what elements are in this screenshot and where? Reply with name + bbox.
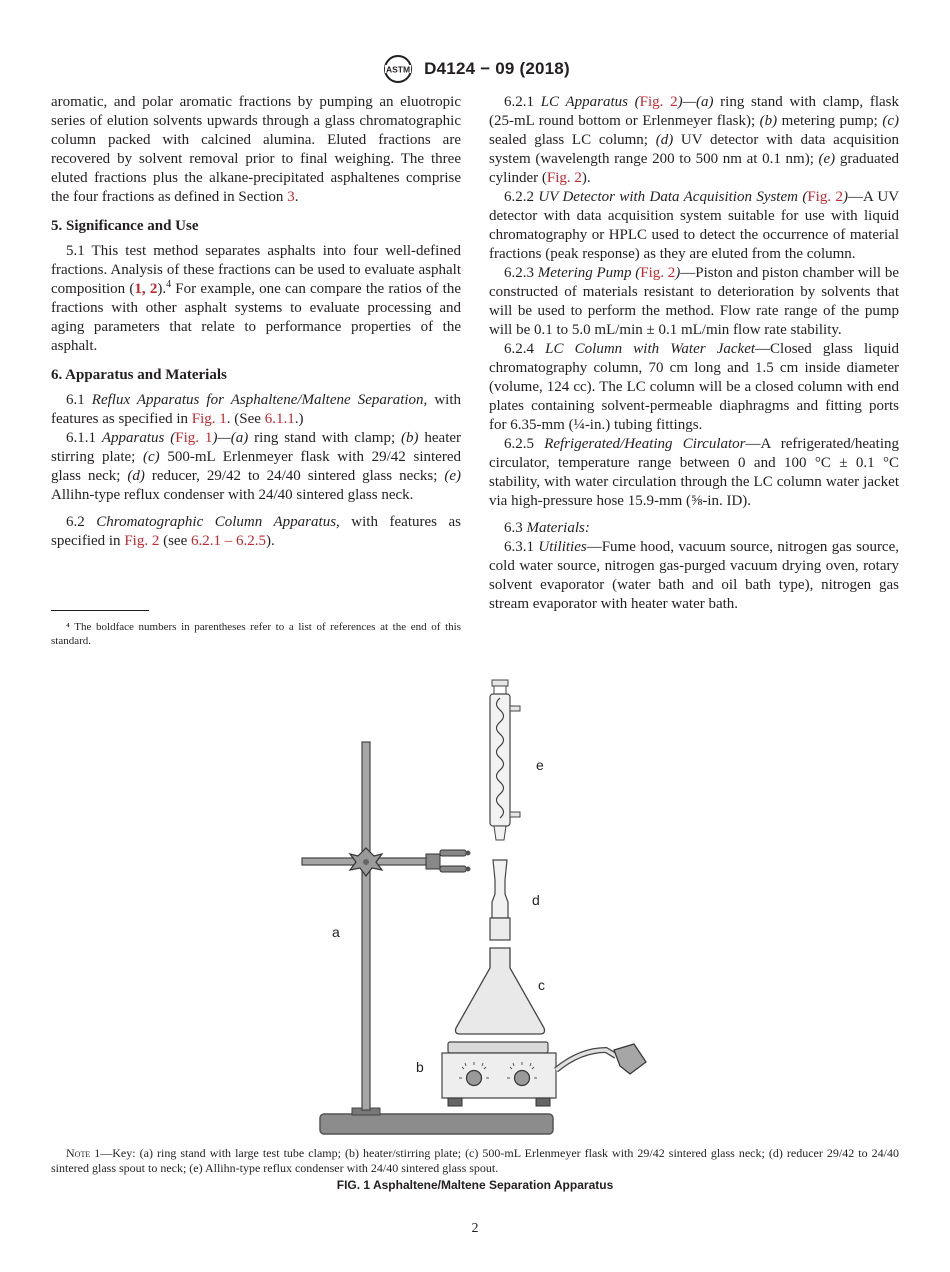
section-5-heading: 5. Significance and Use [51,218,199,234]
reducer-adapter [490,860,510,940]
fig-2-link[interactable]: Fig. 2 [640,265,676,281]
footnote-4: ⁴ The boldface numbers in parentheses refer to a list of references at the end of this standard. [51,621,461,647]
fig-2-link[interactable]: Fig. 2 [639,94,678,110]
left-column [51,93,461,551]
fig-1-link[interactable]: Fig. 1 [175,430,213,446]
section-range-link[interactable]: 6.2.1 – 6.2.5 [190,533,266,549]
paragraph-6-1: 6.1 Reflux Apparatus for Asphaltene/Maltene Separation, with features as specified in Fig. 1. (See 6.1.1.) [51,392,462,427]
reference-link[interactable]: 1, 2 [134,281,158,297]
label-c: c [538,977,545,993]
allihn-condenser [490,680,520,840]
fig-2-link[interactable]: Fig. 2 [546,170,582,186]
paragraph-6-2-5: 6.2.5 Refrigerated/Heating Circulator—A refrigerated/heating circulator, temperature range between 0 and 100 °C ± 0.1 °C stability, with water circulation through the LC column water jacket via high-pressure hose 15.9-mm (⅝-in. ID). [489,436,900,509]
label-a: a [332,924,340,940]
page-header [0,52,950,86]
label-b: b [416,1059,424,1075]
right-column [489,93,899,614]
paragraph-6-2-2: 6.2.2 UV Detector with Data Acquisition System (Fig. 2)—A UV detector with data acquisition system suitable for use with liquid chromatography or HPLC used to detect the occurrence of material fractions (peak response) as they are eluted from the column. [489,189,900,262]
heater-stirring-plate [442,1042,646,1106]
test-tube-clamp [426,850,471,872]
astm-logo-text: ASTM [386,64,411,75]
label-d: d [532,892,540,908]
paragraph-6-2: 6.2 Chromatographic Column Apparatus, with features as specified in Fig. 2 (see 6.2.1 – 6.2.5). [51,514,461,549]
paragraph-5-1: 5.1 This test method separates asphalts into four well-defined fractions. Analysis of these fractions can be used to evaluate asphalt composition (1, 2).$^4$ For example, one can compare the ratios of the fractions with other asphalt systems to evaluate processing and aging parameters that relate to performance properties of the asphalt. [51,243,461,354]
paragraph-6-2-1: 6.2.1 LC Apparatus (Fig. 2)—(a) ring stand with clamp, flask (25-mL round bottom or Erlenmeyer flask); (b) metering pump; (c) sealed glass LC column; (d) UV detector with data acquisition system (wavelength range 200 to 500 nm at 0.1 nm); (e) graduated cylinder (Fig. 2). [489,94,900,186]
intro-paragraph: aromatic, and polar aromatic fractions by pumping an eluotropic series of elution solvents upwards through a glass chromatographic column packed with calcined alumina. Eluted fractions are recovered by solvent removal prior to final weighing. The three eluted fractions plus the alkane-precipitated asphaltenes comprise the four fractions as defined in Section 3. [51,94,461,205]
power-plug-icon [614,1044,646,1074]
paragraph-6-3-1: 6.3.1 Utilities—Fume hood, vacuum source, nitrogen gas source, cold water source, nitrogen gas-purged vacuum drying oven, rotary solvent evaporator (water bath and oil bath type), nitrogen gas stream evaporator with heater water bath. [489,539,899,612]
paragraph-6-1-1: 6.1.1 Apparatus (Fig. 1)—(a) ring stand with clamp; (b) heater stirring plate; (c) 500-mL Erlenmeyer flask with 29/42 sintered glass neck; (d) reducer, 29/42 to 24/40 sintered glass necks; (e) Allihn-type reflux condenser with 24/40 sintered glass neck. [51,430,462,503]
figure-note: Note 1—Key: (a) ring stand with large test tube clamp; (b) heater/stirring plate; (c) 500-mL Erlenmeyer flask with 29/42 sintered glass neck; (d) reducer 29/42 to 24/40 sintered glass spout to neck; (e) Allihn-type reflux condenser with 24/40 sintered glass spout. [51,1146,899,1175]
paragraph-6-2-3: 6.2.3 Metering Pump (Fig. 2)—Piston and piston chamber will be constructed of materials resistant to deterioration by solvents that will be used to perform the method. Flow rate range of the pump will be 0.1 to 5.0 mL/min ± 0.1 mL/min flow rate stability. [489,265,899,338]
footnote-marker[interactable]: 4 [166,279,172,290]
section-6-1-1-link[interactable]: 6.1.1 [264,411,295,427]
erlenmeyer-flask [456,948,545,1034]
astm-logo-icon [380,54,416,84]
document-designation: D4124 − 09 (2018) [424,59,570,78]
fig-2-link[interactable]: Fig. 2 [124,533,160,549]
label-e: e [536,757,544,773]
paragraph-6-3: 6.3 Materials: [504,520,590,536]
figure-1-apparatus [290,672,670,1142]
figure-caption: FIG. 1 Asphaltene/Maltene Separation Apparatus [336,1178,614,1192]
section-3-link[interactable]: 3 [287,189,295,205]
stir-knob [515,1071,530,1086]
paragraph-6-2-4: 6.2.4 LC Column with Water Jacket—Closed glass liquid chromatography column, 70 cm long and 1.5 cm inside diameter (volume, 124 cc). The LC column will be a closed column with end plates containing solvent-permeable diaphragms and fitting ports for 6.35-mm (¼-in.) tubing fittings. [489,341,900,433]
section-6-heading: 6. Apparatus and Materials [51,367,227,383]
heat-knob [467,1071,482,1086]
stand-base [320,1114,553,1134]
fig-2-link[interactable]: Fig. 2 [807,189,843,205]
page-number: 2 [471,1221,479,1236]
fig-1-link[interactable]: Fig. 1 [191,411,227,427]
stand-rod [362,742,370,1110]
footnote-divider [51,610,149,611]
